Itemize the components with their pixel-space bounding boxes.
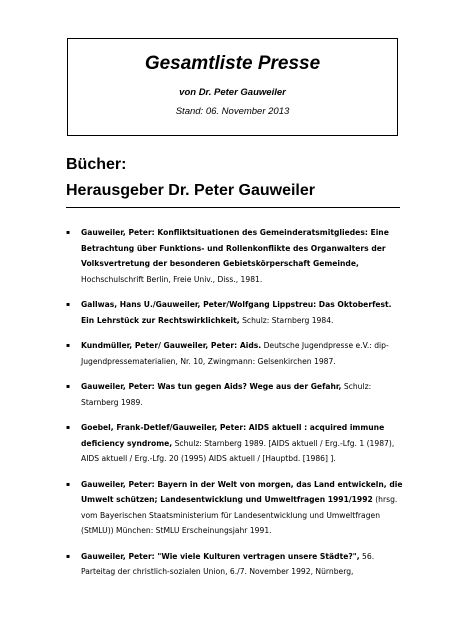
list-item — [66, 225, 406, 287]
section-divider — [66, 207, 400, 208]
publication-list — [66, 225, 406, 580]
bullet-icon: ▪ — [66, 301, 71, 308]
entry-details: Hochschulschrift Berlin, Freie Univ., Diss., 1981. — [81, 274, 263, 284]
list-item — [66, 338, 406, 369]
entry-title: Gauweiler, Peter: "Wie viele Kulturen vertragen unsere Städte?", — [81, 551, 360, 561]
bullet-icon: ▪ — [66, 342, 71, 349]
entry-title: Gallwas, Hans U./Gauweiler, Peter/Wolfgang Lippstreu: Das Oktoberfest. Ein Lehrstück zur Rechtswirklichkeit, — [81, 300, 392, 325]
entry-details: Schulz: Starnberg 1989. — [81, 382, 372, 407]
section-heading-line1: Bücher: — [66, 156, 127, 173]
bullet-icon: ▪ — [66, 229, 71, 236]
entry-details: Schulz: Starnberg 1984. — [239, 315, 334, 325]
title-box — [67, 38, 398, 136]
list-item — [66, 379, 406, 410]
entry-details: Schulz: Starnberg 1989. [AIDS aktuell / Erg.-Lfg. 1 (1987), AIDS aktuell / Erg.-Lfg. 20 (1995) AIDS aktuell / [Hauptbd. [1986] ]. — [81, 438, 395, 463]
entry-title: Gauweiler, Peter: Was tun gegen Aids? Wege aus der Gefahr, — [81, 382, 342, 391]
bullet-icon: ▪ — [66, 552, 71, 560]
list-item — [66, 549, 406, 580]
list-item — [66, 297, 406, 328]
document-title: Gesamtliste Presse — [144, 53, 321, 74]
bullet-icon: ▪ — [66, 383, 71, 390]
list-item — [66, 420, 406, 467]
entry-details: 56. Parteitag der christlich-sozialen Union, 6./7. November 1992, Nürnberg, — [81, 551, 375, 576]
bullet-icon: ▪ — [66, 480, 71, 488]
section-heading-line2: Herausgeber Dr. Peter Gauweiler — [66, 182, 315, 199]
document-author: von Dr. Peter Gauweiler — [179, 87, 286, 98]
entry-title: Kundmüller, Peter/ Gauweiler, Peter: Aids. — [81, 341, 262, 350]
section-heading — [66, 152, 315, 204]
entry-title: Gauweiler, Peter: Bayern in der Welt von morgen, das Land entwickeln, die Umwelt schützen; Landesentwicklung und Umweltfragen 1991/1992 — [81, 479, 403, 504]
entry-title: Goebel, Frank-Detlef/Gauweiler, Peter: AIDS aktuell : acquired immune deficiency syndrome, — [81, 423, 385, 448]
bullet-icon: ▪ — [66, 424, 71, 431]
document-date: Stand: 06. November 2013 — [175, 106, 290, 117]
entry-details: (hrsg. vom Bayerischen Staatsministerium für Landesentwicklung und Umweltfragen (StMLU)) München: StMLU Erscheinungsjahr 1991. — [81, 495, 398, 535]
entry-details: Deutsche Jugendpresse e.V.: dip-Jugendpressematerialien, Nr. 10, Zwingmann: Gelsenkirchen 1987. — [81, 341, 389, 366]
list-item — [66, 477, 406, 539]
entry-title: Gauweiler, Peter: Konfliktsituationen des Gemeinderatsmitgliedes: Eine Betrachtung über Funktions- und Rollenkonflikte des Organwalters der Volksvertretung der besonderen Gebietskörperschaft Gemeinde, — [81, 228, 389, 268]
